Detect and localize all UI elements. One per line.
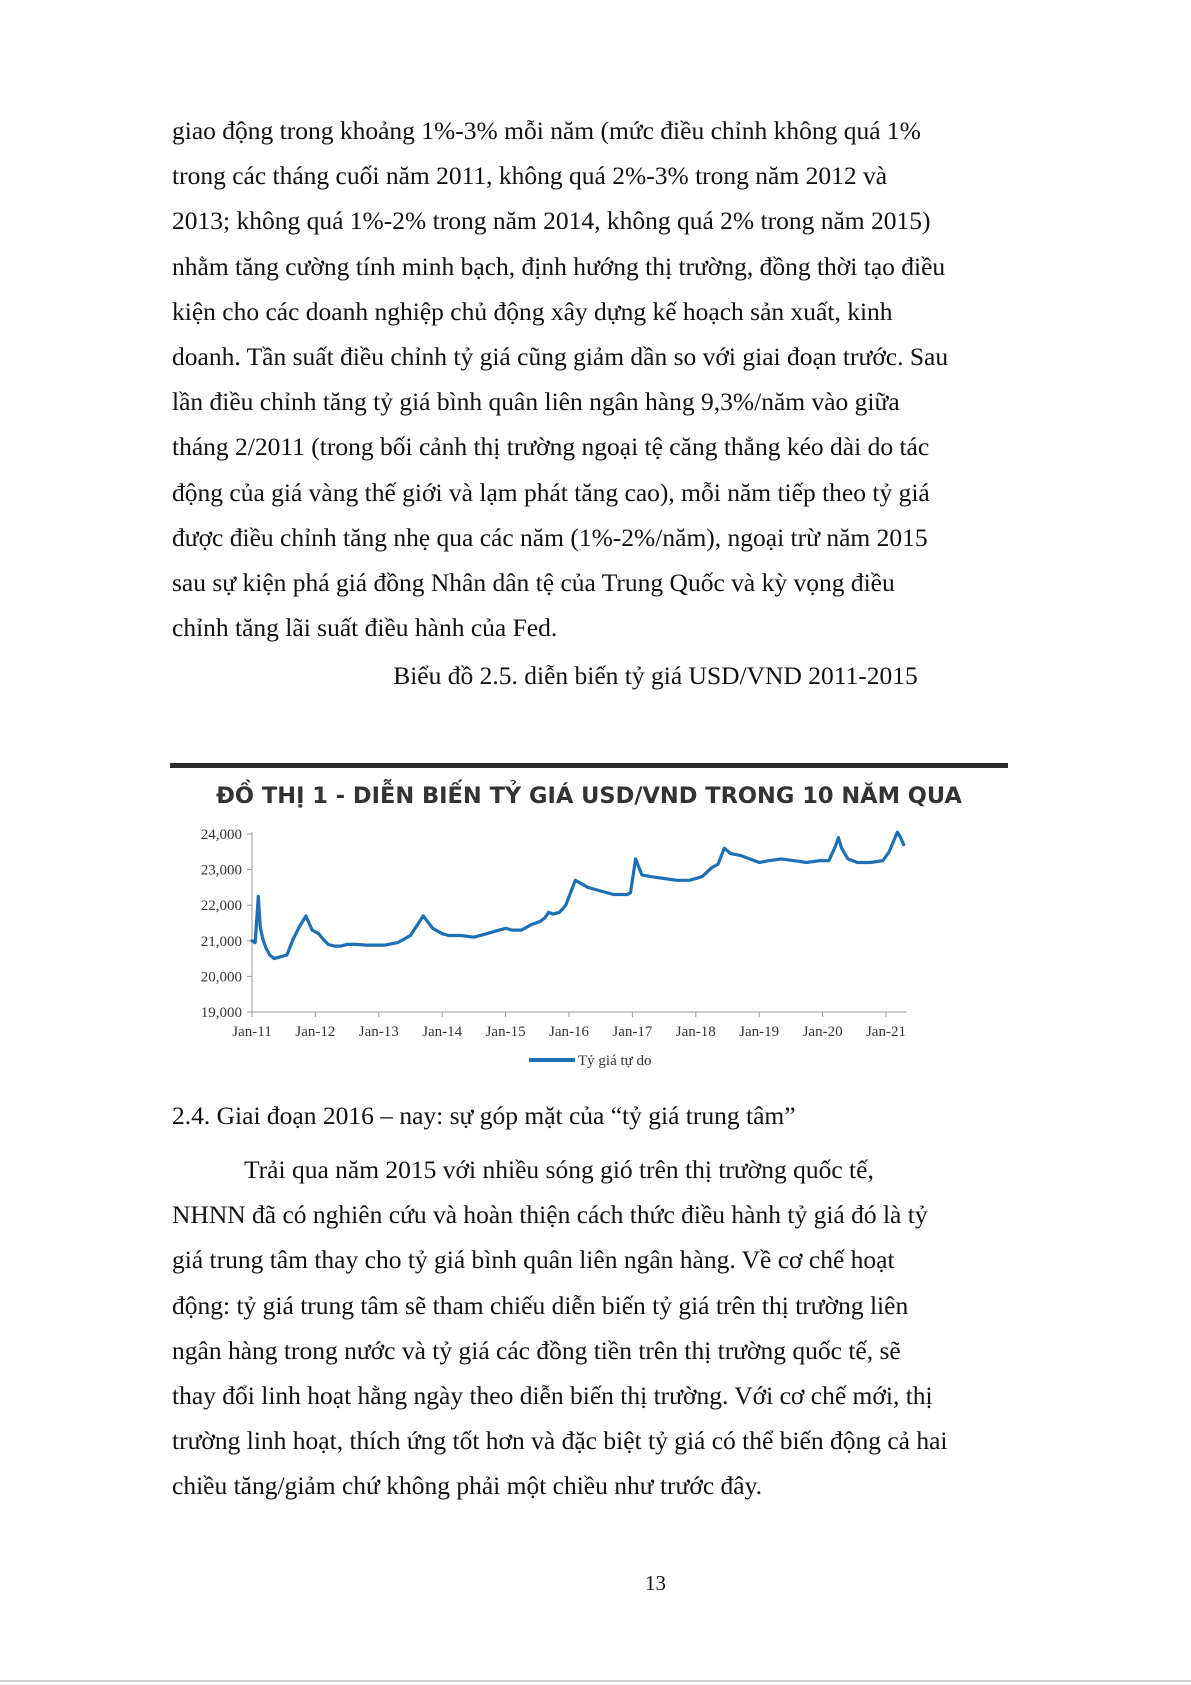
x-tick-label: Jan-14	[422, 1024, 463, 1040]
y-tick-label: 20,000	[200, 969, 242, 986]
paragraph-line: giao động trong khoảng 1%-3% mỗi năm (mức điều chỉnh không quá 1%	[172, 116, 921, 145]
paragraph-line: lần điều chỉnh tăng tỷ giá bình quân liên ngân hàng 9,3%/năm vào giữa	[172, 387, 900, 417]
x-tick-label: Jan-16	[548, 1024, 589, 1040]
series-line	[252, 832, 904, 958]
paragraph-line: doanh. Tần suất điều chỉnh tỷ giá cũng giảm dần so với giai đoạn trước. Sau	[172, 342, 949, 372]
paragraph-line: ngân hàng trong nước và tỷ giá các đồng tiền trên thị trường quốc tế, sẽ	[172, 1335, 901, 1365]
paragraph-line: được điều chỉnh tăng nhẹ qua các năm (1%-2%/năm), ngoại trừ năm 2015	[172, 522, 928, 552]
y-tick-label: 24,000	[200, 827, 242, 843]
paragraph-line: chỉnh tăng lãi suất điều hành của Fed.	[172, 613, 558, 643]
y-tick-label: 23,000	[200, 862, 242, 879]
paragraph-line: trong các tháng cuối năm 2011, không quá 2%-3% trong năm 2012 và	[172, 161, 888, 191]
chart-title: ĐỒ THỊ 1 - DIỄN BIẾN TỶ GIÁ USD/VND TRONG 10 NĂM QUA	[216, 783, 962, 809]
section-heading: 2.4. Giai đoạn 2016 – nay: sự góp mặt của “tỷ giá trung tâm”	[172, 1101, 796, 1130]
y-tick-label: 22,000	[200, 898, 242, 915]
x-tick-label: Jan-15	[485, 1024, 526, 1040]
x-tick-label: Jan-13	[358, 1024, 399, 1040]
x-tick-label: Jan-19	[739, 1024, 780, 1040]
series-group	[252, 832, 904, 958]
paragraph-line: kiện cho các doanh nghiệp chủ động xây dựng kế hoạch sản xuất, kinh	[172, 296, 893, 326]
page-number: 13	[645, 1571, 666, 1595]
paragraph-line: động của giá vàng thế giới và lạm phát tăng cao), mỗi năm tiếp theo tỷ giá	[172, 477, 930, 507]
paragraph-line: thay đổi linh hoạt hằng ngày theo diễn biến thị trường. Với cơ chế mới, thị	[172, 1381, 933, 1411]
chart-top-rule	[170, 763, 1008, 768]
paragraph-1	[172, 108, 992, 650]
paragraph-2	[172, 1147, 992, 1509]
figure-caption: Biểu đồ 2.5. diễn biến tỷ giá USD/VND 2011-2015	[393, 661, 918, 690]
exchange-rate-chart	[170, 762, 1008, 1084]
chart-canvas	[170, 762, 1008, 1084]
x-tick-label: Jan-12	[295, 1024, 336, 1040]
paragraph-line: 2013; không quá 1%-2% trong năm 2014, không quá 2% trong năm 2015)	[172, 206, 931, 236]
paragraph-line: sau sự kiện phá giá đồng Nhân dân tệ của Trung Quốc và kỳ vọng điều	[172, 568, 895, 598]
paragraph-line: Trải qua năm 2015 với nhiều sóng gió trên thị trường quốc tế,	[244, 1155, 874, 1184]
paragraph-line: nhằm tăng cường tính minh bạch, định hướng thị trường, đồng thời tạo điều	[172, 251, 946, 281]
x-tick-label: Jan-11	[232, 1024, 272, 1040]
paragraph-line: chiều tăng/giảm chứ không phải một chiều như trước đây.	[172, 1471, 763, 1501]
paragraph-line: giá trung tâm thay cho tỷ giá bình quân liên ngân hàng. Về cơ chế hoạt	[172, 1245, 895, 1275]
legend	[529, 1053, 652, 1069]
x-axis	[232, 1012, 907, 1040]
paragraph-line: động: tỷ giá trung tâm sẽ tham chiếu diễn biến tỷ giá trên thị trường liên	[172, 1290, 909, 1320]
paragraph-line: trường linh hoạt, thích ứng tốt hơn và đặc biệt tỷ giá có thể biến động cả hai	[172, 1426, 948, 1456]
legend-label: Tỷ giá tự do	[578, 1053, 652, 1069]
y-tick-label: 21,000	[200, 933, 242, 950]
paragraph-line: tháng 2/2011 (trong bối cảnh thị trường ngoại tệ căng thẳng kéo dài do tác	[172, 432, 930, 462]
paragraph-line: NHNN đã có nghiên cứu và hoàn thiện cách thức điều hành tỷ giá đó là tỷ	[172, 1200, 928, 1230]
x-tick-label: Jan-21	[865, 1024, 906, 1040]
y-tick-label: 19,000	[200, 1005, 242, 1021]
bottom-rule	[0, 1680, 1191, 1682]
y-axis	[201, 827, 252, 1021]
x-tick-label: Jan-18	[675, 1024, 716, 1040]
x-tick-label: Jan-20	[802, 1024, 843, 1040]
x-tick-label: Jan-17	[612, 1024, 653, 1040]
